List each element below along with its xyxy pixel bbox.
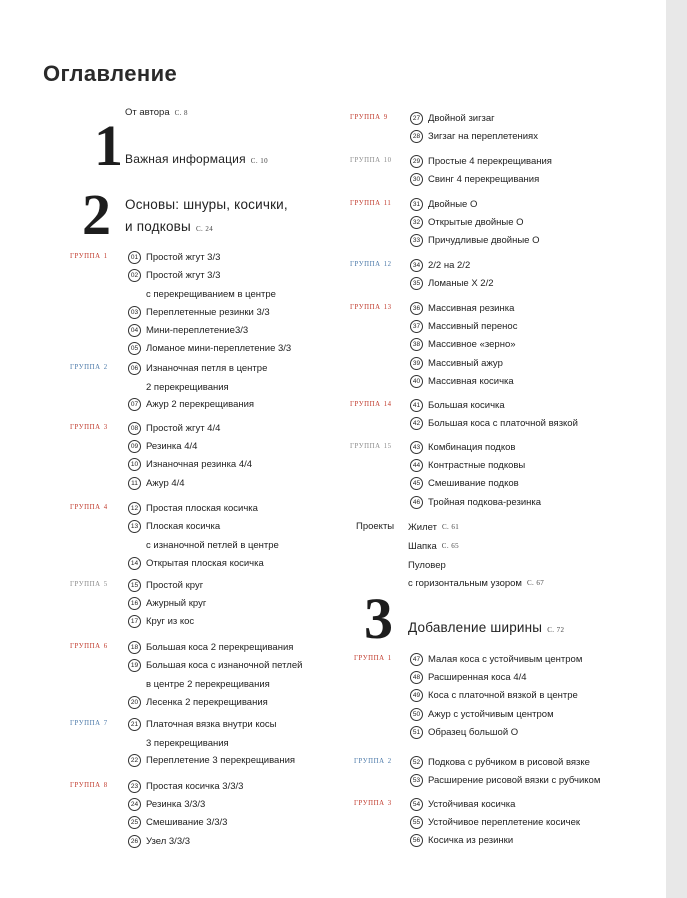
entry-number-badge: 24 — [128, 798, 141, 811]
entry-number-badge: 01 — [128, 251, 141, 264]
group-label — [350, 443, 392, 450]
entry-title: Платочная вязка внутри косы — [146, 719, 277, 730]
entry-title: Простые 4 перекрещивания — [428, 156, 552, 167]
chapter-title: Добавление ширины — [408, 620, 543, 635]
entry-title: Ажур с устойчивым центром — [428, 708, 554, 720]
group-number: 6 — [103, 643, 108, 650]
entry-title: Ажур 4/4 — [146, 477, 185, 489]
entry-number-badge: 13 — [128, 520, 141, 533]
chapter-number: 2 — [82, 182, 111, 247]
entry-number-badge: 20 — [128, 696, 141, 709]
entry-title: Открытые двойные О — [428, 217, 524, 229]
project-title: Жилет — [408, 521, 437, 533]
chapter-title-line-2: и подковы — [125, 219, 191, 234]
entry-number-badge: 39 — [410, 357, 423, 370]
entry-title: Круг из кос — [146, 616, 195, 628]
group-word: ГРУППА — [354, 800, 385, 807]
entry-title: 2 перекрещивания — [146, 381, 229, 393]
project-entry[interactable] — [408, 519, 459, 535]
entry-title: с изнаночной петлей в центре — [146, 539, 279, 551]
entry-number-badge: 11 — [128, 477, 141, 490]
page-ref: С. 61 — [441, 523, 460, 531]
toc-entry-continued[interactable] — [146, 379, 229, 395]
entry-number-badge: 50 — [410, 708, 423, 721]
entry-title: Косичка из резинки — [428, 835, 514, 847]
entry-title: Контрастные подковы — [428, 460, 526, 472]
entry-title: Комбинация подков — [428, 442, 516, 453]
entry-title: Массивное «зерно» — [428, 339, 516, 351]
entry-number-badge: 23 — [128, 780, 141, 793]
page-gutter — [666, 0, 687, 898]
group-label — [350, 401, 392, 408]
entry-title: Узел 3/3/3 — [146, 835, 191, 847]
entry-title: Простой круг — [146, 580, 204, 591]
entry-number-badge: 32 — [410, 216, 423, 229]
entry-number-badge: 36 — [410, 302, 423, 315]
project-title: с горизонтальным узором — [408, 577, 522, 589]
entry-number-badge: 42 — [410, 417, 423, 430]
chapter-entry[interactable] — [125, 219, 213, 234]
page-ref: С. 8 — [174, 109, 188, 117]
entry-title: Свинг 4 перекрещивания — [428, 174, 540, 186]
entry-title: Устойчивая косичка — [428, 799, 516, 810]
group-label — [354, 655, 392, 662]
entry-title: Простая плоская косичка — [146, 503, 258, 514]
page-ref: С. 72 — [547, 626, 565, 634]
entry-number-badge: 18 — [128, 641, 141, 654]
entry-title: Изнаночная петля в центре — [146, 363, 268, 374]
entry-title: Большая коса с платочной вязкой — [428, 418, 578, 430]
entry-number-badge: 07 — [128, 398, 141, 411]
chapter-number: 1 — [94, 113, 123, 178]
group-label — [350, 304, 392, 311]
entry-number-badge: 45 — [410, 477, 423, 490]
entry-number-badge: 33 — [410, 234, 423, 247]
entry-number-badge: 44 — [410, 459, 423, 472]
toc-entry-continued[interactable] — [146, 286, 276, 302]
group-number: 9 — [383, 114, 388, 121]
entry-number-badge: 27 — [410, 112, 423, 125]
group-number: 3 — [103, 424, 108, 431]
project-entry[interactable] — [408, 557, 446, 573]
entry-title: Мини-переплетение3/3 — [146, 324, 249, 336]
chapter-title-line-1[interactable]: Основы: шнуры, косички, — [125, 197, 288, 212]
group-word: ГРУППА — [70, 782, 101, 789]
entry-number-badge: 47 — [410, 653, 423, 666]
group-word: ГРУППА — [70, 581, 101, 588]
entry-title: Расширенная коса 4/4 — [428, 672, 527, 684]
entry-title: Массивный перенос — [428, 321, 518, 333]
group-word: ГРУППА — [70, 504, 101, 511]
group-word: ГРУППА — [70, 643, 101, 650]
entry-number-badge: 02 — [128, 269, 141, 282]
project-title: Шапка — [408, 540, 437, 552]
entry-title: Резинка 3/3/3 — [146, 799, 206, 811]
entry-title: Массивная резинка — [428, 303, 515, 314]
entry-number-badge: 31 — [410, 198, 423, 211]
entry-title: Зигзаг на переплетениях — [428, 131, 538, 143]
group-word: ГРУППА — [350, 157, 381, 164]
entry-title: Малая коса с устойчивым центром — [428, 654, 583, 665]
entry-number-badge: 48 — [410, 671, 423, 684]
group-label — [350, 261, 392, 268]
page-title: Оглавление — [43, 61, 178, 86]
entry-number-badge: 29 — [410, 155, 423, 168]
entry-title: 3 перекрещивания — [146, 737, 229, 749]
group-word: ГРУППА — [70, 253, 101, 260]
entry-title: в центре 2 перекрещивания — [146, 678, 270, 690]
projects-label: Проекты — [356, 521, 395, 532]
entry-number-badge: 55 — [410, 816, 423, 829]
group-word: ГРУППА — [70, 364, 101, 371]
group-word: ГРУППА — [350, 401, 381, 408]
entry-number-badge: 15 — [128, 579, 141, 592]
entry-title: Ажурный круг — [146, 598, 207, 610]
entry-title: Плоская косичка — [146, 521, 221, 533]
group-label — [70, 253, 108, 260]
entry-number-badge: 22 — [128, 754, 141, 767]
entry-title: Большая косичка — [428, 400, 505, 411]
group-label — [70, 504, 108, 511]
entry-number-badge: 03 — [128, 306, 141, 319]
group-word: ГРУППА — [70, 424, 101, 431]
entry-title: Причудливые двойные О — [428, 235, 540, 247]
entry-title: Ломаное мини-переплетение 3/3 — [146, 343, 292, 354]
entry-title: Резинка 4/4 — [146, 441, 198, 453]
entry-number-badge: 49 — [410, 689, 423, 702]
group-number: 13 — [383, 304, 392, 311]
group-word: ГРУППА — [350, 304, 381, 311]
entry-number-badge: 26 — [128, 835, 141, 848]
entry-title: Массивная косичка — [428, 375, 514, 387]
group-number: 2 — [103, 364, 108, 371]
entry-number-badge: 38 — [410, 338, 423, 351]
group-label — [70, 581, 108, 588]
project-entry-continued[interactable] — [408, 575, 544, 591]
entry-title: Двойные О — [428, 199, 478, 210]
group-word: ГРУППА — [354, 655, 385, 662]
group-word: ГРУППА — [350, 200, 381, 207]
entry-title: Смешивание подков — [428, 478, 519, 490]
group-label — [70, 643, 108, 650]
group-number: 7 — [103, 720, 108, 727]
entry-number-badge: 09 — [128, 440, 141, 453]
group-word: ГРУППА — [350, 261, 381, 268]
group-number: 14 — [383, 401, 392, 408]
entry-title: Смешивание 3/3/3 — [146, 817, 228, 829]
group-number: 10 — [383, 157, 392, 164]
page-ref: С. 24 — [195, 225, 214, 233]
entry-number-badge: 25 — [128, 816, 141, 829]
group-label — [70, 364, 108, 371]
entry-title: Устойчивое переплетение косичек — [428, 817, 581, 829]
page-ref: С. 10 — [250, 157, 268, 165]
group-label — [354, 758, 392, 765]
entry-number-badge: 21 — [128, 718, 141, 731]
group-word: ГРУППА — [70, 720, 101, 727]
entry-number-badge: 14 — [128, 557, 141, 570]
group-number: 8 — [103, 782, 108, 789]
entry-title: Образец большой О — [428, 726, 519, 738]
chapter-entry[interactable] — [125, 152, 268, 166]
group-label — [350, 114, 388, 121]
entry-number-badge: 43 — [410, 441, 423, 454]
chapter-number: 3 — [364, 586, 393, 651]
entry-title: Простой жгут 3/3 — [146, 252, 221, 263]
entry-number-badge: 16 — [128, 597, 141, 610]
entry-number-badge: 54 — [410, 798, 423, 811]
entry-number-badge: 28 — [410, 130, 423, 143]
entry-number-badge: 40 — [410, 375, 423, 388]
entry-number-badge: 06 — [128, 362, 141, 375]
entry-title: Коса с платочной вязкой в центре — [428, 690, 578, 702]
entry-title: Изнаночная резинка 4/4 — [146, 459, 253, 471]
group-number: 1 — [387, 655, 392, 662]
entry-title: 2/2 на 2/2 — [428, 260, 471, 271]
entry-title: Переплетение 3 перекрещивания — [146, 755, 296, 767]
entry-title: Простая косичка 3/3/3 — [146, 781, 244, 792]
entry-number-badge: 46 — [410, 496, 423, 509]
entry-number-badge: 30 — [410, 173, 423, 186]
entry-number-badge: 52 — [410, 756, 423, 769]
entry-title: Расширение рисовой вязки с рубчиком — [428, 775, 601, 787]
entry-title: Переплетенные резинки 3/3 — [146, 306, 270, 318]
page-ref: С. 67 — [526, 579, 545, 587]
group-label — [70, 720, 108, 727]
group-label — [350, 157, 392, 164]
group-number: 3 — [387, 800, 392, 807]
toc-entry-continued[interactable] — [146, 676, 270, 692]
entry-title: Большая коса с изнаночной петлей — [146, 660, 303, 672]
entry-title: Двойной зигзаг — [428, 113, 495, 124]
toc-entry-continued[interactable] — [146, 735, 229, 751]
group-number: 15 — [383, 443, 392, 450]
entry-title: Лесенка 2 перекрещивания — [146, 696, 268, 708]
entry-title: Подкова с рубчиком в рисовой вязке — [428, 757, 590, 768]
group-number: 5 — [103, 581, 108, 588]
entry-title: Тройная подкова-резинка — [428, 496, 542, 508]
entry-number-badge: 17 — [128, 615, 141, 628]
entry-number-badge: 34 — [410, 259, 423, 272]
group-word: ГРУППА — [350, 443, 381, 450]
group-word: ГРУППА — [350, 114, 381, 121]
group-word: ГРУППА — [354, 758, 385, 765]
group-number: 2 — [387, 758, 392, 765]
intro-entry[interactable] — [125, 107, 188, 118]
entry-number-badge: 56 — [410, 834, 423, 847]
entry-number-badge: 12 — [128, 502, 141, 515]
entry-number-badge: 04 — [128, 324, 141, 337]
group-label — [350, 200, 391, 207]
entry-title: Открытая плоская косичка — [146, 557, 264, 569]
entry-number-badge: 41 — [410, 399, 423, 412]
entry-number-badge: 35 — [410, 277, 423, 290]
entry-number-badge: 10 — [128, 458, 141, 471]
chapter-entry[interactable] — [408, 620, 564, 635]
group-label — [70, 424, 108, 431]
entry-title: Ажур 2 перекрещивания — [146, 399, 255, 411]
project-title: Пуловер — [408, 559, 446, 571]
group-label — [354, 800, 392, 807]
intro-label: От автора — [125, 107, 170, 118]
entry-title: Массивный ажур — [428, 357, 503, 369]
entry-title: с перекрещиванием в центре — [146, 288, 276, 300]
group-label — [70, 782, 108, 789]
group-number: 11 — [383, 200, 392, 207]
group-number: 4 — [103, 504, 108, 511]
project-entry[interactable] — [408, 538, 459, 554]
toc-entry-continued[interactable] — [146, 537, 279, 553]
entry-number-badge: 08 — [128, 422, 141, 435]
group-number: 12 — [383, 261, 392, 268]
entry-title: Простой жгут 4/4 — [146, 423, 221, 434]
chapter-title: Важная информация — [125, 152, 246, 166]
entry-title: Большая коса 2 перекрещивания — [146, 642, 294, 653]
entry-number-badge: 19 — [128, 659, 141, 672]
entry-number-badge: 53 — [410, 774, 423, 787]
group-number: 1 — [103, 253, 108, 260]
page-ref: С. 65 — [441, 542, 459, 550]
entry-number-badge: 37 — [410, 320, 423, 333]
entry-title: Простой жгут 3/3 — [146, 270, 221, 282]
entry-title: Ломаные Х 2/2 — [428, 278, 494, 290]
entry-number-badge: 51 — [410, 726, 423, 739]
entry-number-badge: 05 — [128, 342, 141, 355]
